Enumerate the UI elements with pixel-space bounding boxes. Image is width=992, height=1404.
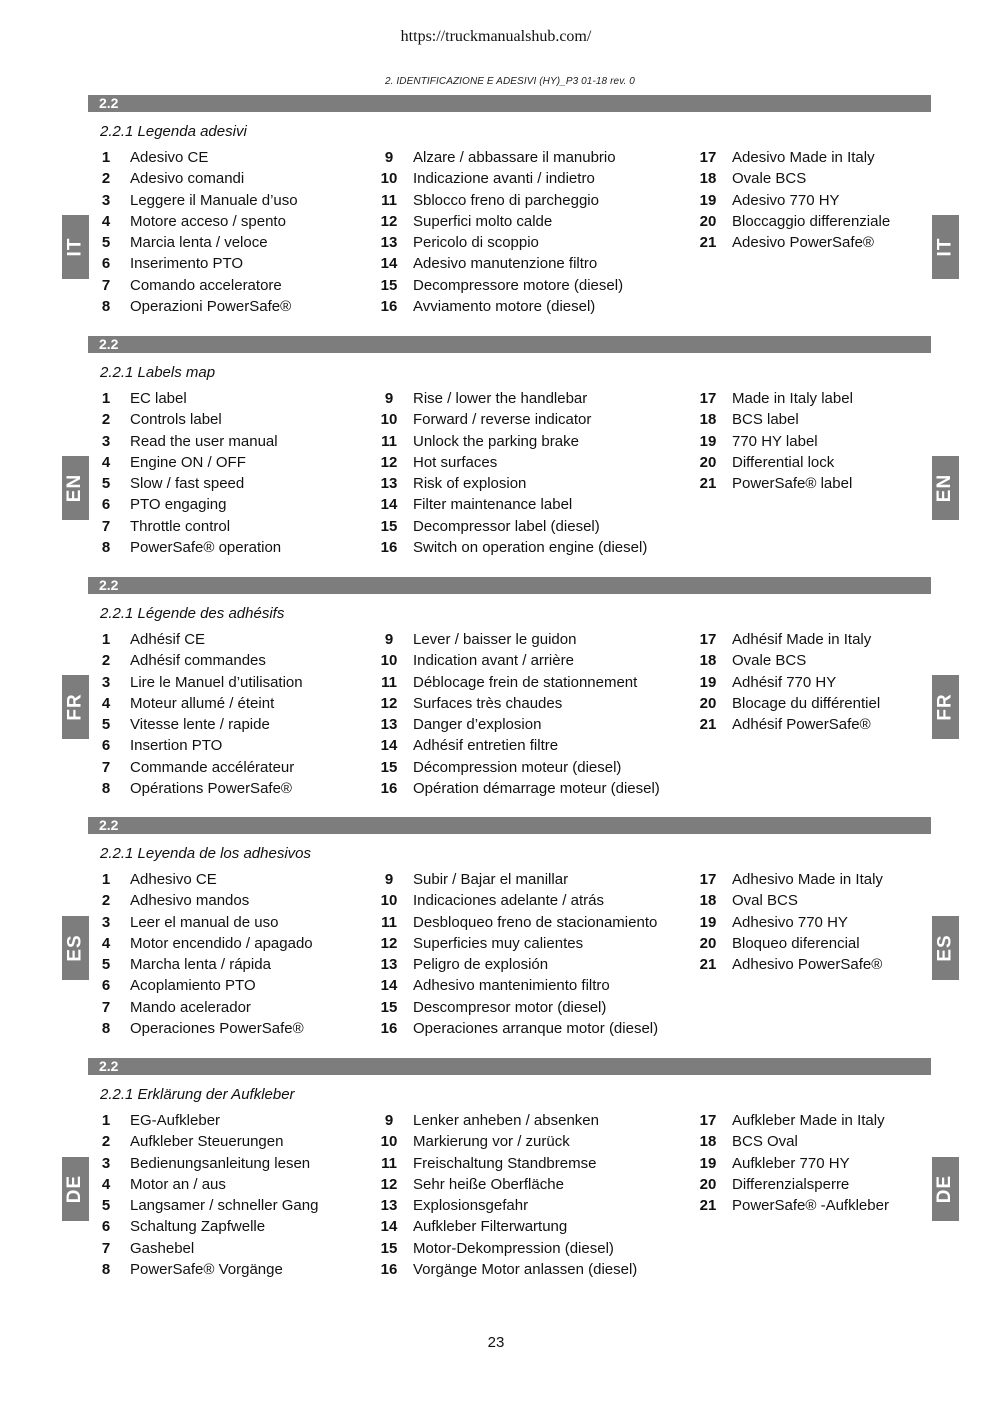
language-tab-right <box>932 1157 959 1221</box>
legend-item-number: 1 <box>101 390 111 407</box>
section-subtitle: 2.2.1 Legenda adesivi <box>100 123 247 140</box>
section-header-bar: 2.2 <box>88 817 931 834</box>
legend-item-label: Read the user manual <box>130 432 278 450</box>
legend-item-number: 21 <box>699 956 717 974</box>
legend-item-number: 1 <box>101 1112 111 1129</box>
legend-item-number: 4 <box>101 1175 111 1193</box>
legend-item-label: Adesivo manutenzione filtro <box>413 255 598 273</box>
legend-item-label: Indicazione avanti / indietro <box>413 170 595 188</box>
legend-item-label: Throttle control <box>130 517 231 535</box>
section-header-bar: 2.2 <box>88 577 931 594</box>
legend-item-label: Operaciones arranque motor (diesel) <box>413 1020 659 1038</box>
legend-item-number: 19 <box>699 191 717 209</box>
legend-item-label: Commande accélérateur <box>130 758 295 776</box>
legend-item-label: Adhesivo Made in Italy <box>732 871 883 888</box>
legend-item-number: 5 <box>101 956 111 974</box>
legend-item-number: 21 <box>699 475 717 493</box>
language-code: IT <box>64 237 86 257</box>
legend-item-label: Rise / lower the handlebar <box>413 390 588 407</box>
legend-item-label: Operazioni PowerSafe® <box>130 298 292 316</box>
legend-item-number: 8 <box>101 298 111 316</box>
legend-item-label: EC label <box>130 390 187 407</box>
legend-item-label: Lire le Manuel d’utilisation <box>130 673 303 691</box>
legend-item-label: Déblocage frein de stationnement <box>413 673 638 691</box>
legend-item-number: 10 <box>380 411 398 429</box>
legend-item-label: Adhésif PowerSafe® <box>732 716 871 734</box>
legend-item-label: Décompression moteur (diesel) <box>413 758 622 776</box>
legend-item-number: 12 <box>380 1175 398 1193</box>
legend-item-label: Adhésif Made in Italy <box>732 631 872 648</box>
legend-item-number: 13 <box>380 1197 398 1215</box>
legend-item-label: Lever / baisser le guidon <box>413 631 577 648</box>
language-tab-left <box>62 215 89 279</box>
legend-item-number: 8 <box>101 780 111 798</box>
legend-item-label: Engine ON / OFF <box>130 453 246 471</box>
legend-item-label: Descompresor motor (diesel) <box>413 998 607 1016</box>
legend-item-number: 11 <box>381 432 397 450</box>
legend-item-number: 9 <box>384 871 394 888</box>
legend-item-label: Motor an / aus <box>130 1175 226 1193</box>
legend-item-label: Adhésif entretien filtre <box>413 737 559 755</box>
legend-item-number: 17 <box>699 1112 717 1129</box>
language-tab-right <box>932 215 959 279</box>
legend-item-number: 17 <box>699 631 717 648</box>
legend-item-number: 14 <box>380 977 398 995</box>
legend-item-label: PowerSafe® label <box>732 475 853 493</box>
legend-item-label: Leer el manual de uso <box>130 913 279 931</box>
language-tab-right <box>932 456 959 520</box>
legend-item-number: 20 <box>699 694 717 712</box>
legend-item-label: Aufkleber Steuerungen <box>130 1133 284 1151</box>
legend-item-label: Vitesse lente / rapide <box>130 716 270 734</box>
legend-item-label: Ovale BCS <box>732 170 807 188</box>
document-reference: 2. IDENTIFICAZIONE E ADESIVI (HY)_P3 01-18 rev. 0 <box>385 76 635 87</box>
legend-item-number: 5 <box>101 716 111 734</box>
legend-item-number: 12 <box>380 212 398 230</box>
legend-item-number: 6 <box>101 496 111 514</box>
legend-item-number: 5 <box>101 1197 111 1215</box>
legend-item-number: 15 <box>380 517 398 535</box>
legend-item-label: Oval BCS <box>732 892 798 910</box>
legend-item-label: Differential lock <box>732 453 835 471</box>
legend-item-number: 18 <box>699 411 717 429</box>
section-subtitle: 2.2.1 Légende des adhésifs <box>100 605 285 622</box>
legend-item-number: 7 <box>101 998 111 1016</box>
legend-item-label: Lenker anheben / absenken <box>413 1112 599 1129</box>
legend-item-number: 20 <box>699 453 717 471</box>
legend-item-label: Leggere il Manuale d’uso <box>130 191 298 209</box>
legend-item-label: Avviamento motore (diesel) <box>413 298 596 316</box>
legend-item-number: 8 <box>101 539 111 557</box>
language-code: ES <box>64 934 86 962</box>
legend-item-number: 18 <box>699 652 717 670</box>
legend-item-label: Danger d’explosion <box>413 716 542 734</box>
legend-item-number: 14 <box>380 496 398 514</box>
legend-item-number: 17 <box>699 390 717 407</box>
legend-item-label: Schaltung Zapfwelle <box>130 1218 266 1236</box>
section-en <box>88 336 931 576</box>
legend-item-label: Aufkleber Filterwartung <box>413 1218 568 1236</box>
legend-item-label: Desbloqueo freno de stacionamiento <box>413 913 658 931</box>
legend-item-label: Controls label <box>130 411 222 429</box>
legend-item-label: Aufkleber 770 HY <box>732 1154 850 1172</box>
legend-item-label: Explosionsgefahr <box>413 1197 529 1215</box>
legend-item-label: Slow / fast speed <box>130 475 245 493</box>
legend-item-number: 15 <box>380 758 398 776</box>
legend-item-label: Surfaces très chaudes <box>413 694 563 712</box>
legend-item-label: Inserimento PTO <box>130 255 244 273</box>
legend-item-number: 19 <box>699 673 717 691</box>
legend-item-number: 14 <box>380 1218 398 1236</box>
language-code: DE <box>64 1174 86 1204</box>
legend-item-number: 6 <box>101 255 111 273</box>
legend-item-number: 13 <box>380 716 398 734</box>
legend-item-label: PowerSafe® operation <box>130 539 282 557</box>
language-tab-right <box>932 675 959 739</box>
legend-item-number: 8 <box>101 1261 111 1279</box>
legend-item-number: 16 <box>380 539 398 557</box>
legend-item-number: 11 <box>381 913 397 931</box>
legend-item-number: 4 <box>101 453 111 471</box>
legend-item-label: Adhesivo 770 HY <box>732 913 848 931</box>
legend-item-label: Gashebel <box>130 1239 195 1257</box>
legend-item-label: Comando acceleratore <box>130 276 282 294</box>
legend-item-label: Adesivo comandi <box>130 170 245 188</box>
legend-item-number: 21 <box>699 1197 717 1215</box>
legend-item-label: Marcha lenta / rápida <box>130 956 271 974</box>
legend-item-label: Pericolo di scoppio <box>413 234 539 252</box>
legend-item-number: 6 <box>101 1218 111 1236</box>
language-code: EN <box>64 473 86 503</box>
legend-item-label: Motor encendido / apagado <box>130 934 313 952</box>
legend-item-number: 2 <box>101 1133 111 1151</box>
source-url: https://truckmanualshub.com/ <box>400 28 592 45</box>
legend-item-label: Langsamer / schneller Gang <box>130 1197 319 1215</box>
legend-item-number: 15 <box>380 276 398 294</box>
legend-item-label: 770 HY label <box>732 432 818 450</box>
legend-item-number: 19 <box>699 1154 717 1172</box>
legend-item-number: 21 <box>699 716 717 734</box>
section-fr <box>88 577 931 817</box>
legend-item-number: 1 <box>101 631 111 648</box>
legend-item-label: Superficies muy calientes <box>413 934 584 952</box>
legend-item-number: 12 <box>380 453 398 471</box>
legend-item-label: Alzare / abbassare il manubrio <box>413 149 616 166</box>
legend-item-number: 10 <box>380 652 398 670</box>
legend-item-number: 17 <box>699 149 717 166</box>
section-header-bar: 2.2 <box>88 95 931 112</box>
section-de <box>88 1058 931 1298</box>
language-tab-left <box>62 456 89 520</box>
legend-item-number: 10 <box>380 892 398 910</box>
language-code: DE <box>934 1174 956 1204</box>
legend-item-number: 9 <box>384 631 394 648</box>
legend-item-label: Vorgänge Motor anlassen (diesel) <box>413 1261 638 1279</box>
language-code: IT <box>934 237 956 257</box>
legend-item-label: Acoplamiento PTO <box>130 977 256 995</box>
legend-item-number: 20 <box>699 934 717 952</box>
section-header-bar: 2.2 <box>88 1058 931 1075</box>
legend-item-label: Sehr heiße Oberfläche <box>413 1175 564 1193</box>
legend-item-label: Adesivo CE <box>130 149 209 166</box>
legend-item-label: Adhésif commandes <box>130 652 266 670</box>
section-subtitle: 2.2.1 Leyenda de los adhesivos <box>100 845 311 862</box>
language-tab-left <box>62 916 89 980</box>
legend-item-number: 18 <box>699 1133 717 1151</box>
legend-item-number: 11 <box>381 1154 397 1172</box>
legend-item-number: 7 <box>101 1239 111 1257</box>
legend-item-number: 9 <box>384 149 394 166</box>
legend-item-number: 9 <box>384 1112 394 1129</box>
legend-item-label: Decompressor label (diesel) <box>413 517 600 535</box>
language-code: FR <box>64 693 86 721</box>
legend-item-label: Indication avant / arrière <box>413 652 574 670</box>
legend-item-label: Adhesivo mandos <box>130 892 250 910</box>
legend-item-number: 5 <box>101 475 111 493</box>
legend-item-label: Made in Italy label <box>732 390 853 407</box>
legend-item-number: 8 <box>101 1020 111 1038</box>
legend-item-number: 6 <box>101 737 111 755</box>
legend-item-label: Insertion PTO <box>130 737 223 755</box>
legend-item-number: 13 <box>380 956 398 974</box>
legend-item-label: Switch on operation engine (diesel) <box>413 539 648 557</box>
legend-item-label: Indicaciones adelante / atrás <box>413 892 604 910</box>
legend-item-number: 16 <box>380 780 398 798</box>
legend-item-label: Markierung vor / zurück <box>413 1133 570 1151</box>
legend-item-label: Moteur allumé / éteint <box>130 694 275 712</box>
legend-item-label: Motor-Dekompression (diesel) <box>413 1239 614 1257</box>
legend-item-number: 3 <box>101 673 111 691</box>
legend-item-number: 20 <box>699 212 717 230</box>
legend-item-number: 7 <box>101 517 111 535</box>
language-tab-left <box>62 1157 89 1221</box>
legend-item-number: 17 <box>699 871 717 888</box>
legend-item-label: Operaciones PowerSafe® <box>130 1020 304 1038</box>
legend-item-number: 19 <box>699 913 717 931</box>
legend-item-number: 9 <box>384 390 394 407</box>
legend-item-label: Superfici molto calde <box>413 212 553 230</box>
section-subtitle: 2.2.1 Erklärung der Aufkleber <box>100 1086 295 1103</box>
legend-item-number: 18 <box>699 170 717 188</box>
legend-item-label: PowerSafe® -Aufkleber <box>732 1197 889 1215</box>
legend-item-number: 13 <box>380 475 398 493</box>
legend-item-label: Aufkleber Made in Italy <box>732 1112 885 1129</box>
section-it <box>88 95 931 335</box>
language-code: EN <box>934 473 956 503</box>
legend-item-label: Peligro de explosión <box>413 956 549 974</box>
legend-item-number: 16 <box>380 298 398 316</box>
legend-item-number: 4 <box>101 212 111 230</box>
legend-item-number: 2 <box>101 652 111 670</box>
legend-item-label: Freischaltung Standbremse <box>413 1154 597 1172</box>
legend-item-number: 2 <box>101 892 111 910</box>
legend-item-label: BCS label <box>732 411 799 429</box>
legend-item-number: 18 <box>699 892 717 910</box>
legend-item-number: 10 <box>380 170 398 188</box>
legend-item-number: 13 <box>380 234 398 252</box>
legend-item-label: Opérations PowerSafe® <box>130 780 292 798</box>
legend-item-label: Differenzialsperre <box>732 1175 850 1193</box>
legend-item-number: 3 <box>101 432 111 450</box>
legend-item-number: 11 <box>381 191 397 209</box>
legend-item-label: PowerSafe® Vorgänge <box>130 1261 283 1279</box>
legend-item-label: Motore acceso / spento <box>130 212 286 230</box>
legend-item-label: Bloccaggio differenziale <box>732 212 891 230</box>
legend-item-number: 16 <box>380 1020 398 1038</box>
legend-item-label: Ovale BCS <box>732 652 807 670</box>
section-subtitle: 2.2.1 Labels map <box>100 364 216 381</box>
legend-item-number: 7 <box>101 276 111 294</box>
legend-item-label: Decompressore motore (diesel) <box>413 276 624 294</box>
legend-item-number: 15 <box>380 998 398 1016</box>
legend-item-number: 16 <box>380 1261 398 1279</box>
legend-item-number: 3 <box>101 1154 111 1172</box>
legend-item-number: 1 <box>101 871 111 888</box>
language-code: ES <box>934 934 956 962</box>
legend-item-label: Unlock the parking brake <box>413 432 579 450</box>
legend-item-number: 14 <box>380 255 398 273</box>
legend-item-label: Adesivo 770 HY <box>732 191 840 209</box>
legend-item-number: 7 <box>101 758 111 776</box>
legend-item-label: Subir / Bajar el manillar <box>413 871 569 888</box>
legend-item-number: 20 <box>699 1175 717 1193</box>
legend-item-label: Hot surfaces <box>413 453 498 471</box>
legend-item-number: 19 <box>699 432 717 450</box>
legend-item-label: Risk of explosion <box>413 475 527 493</box>
legend-item-label: Forward / reverse indicator <box>413 411 592 429</box>
legend-item-label: Bloqueo diferencial <box>732 934 860 952</box>
legend-item-number: 21 <box>699 234 717 252</box>
legend-item-number: 12 <box>380 934 398 952</box>
legend-item-label: BCS Oval <box>732 1133 798 1151</box>
legend-item-number: 10 <box>380 1133 398 1151</box>
language-code: FR <box>934 693 956 721</box>
legend-item-number: 1 <box>101 149 111 166</box>
legend-item-number: 11 <box>381 673 397 691</box>
legend-item-label: Filter maintenance label <box>413 496 573 514</box>
legend-item-number: 5 <box>101 234 111 252</box>
legend-item-label: Opération démarrage moteur (diesel) <box>413 780 660 798</box>
legend-item-number: 3 <box>101 913 111 931</box>
page-number: 23 <box>487 1334 505 1351</box>
legend-item-label: Adhésif CE <box>130 631 206 648</box>
section-es <box>88 817 931 1057</box>
legend-item-number: 3 <box>101 191 111 209</box>
legend-item-label: Adesivo PowerSafe® <box>732 234 874 252</box>
legend-item-label: Sblocco freno di parcheggio <box>413 191 599 209</box>
legend-item-number: 6 <box>101 977 111 995</box>
legend-item-label: Bedienungsanleitung lesen <box>130 1154 311 1172</box>
legend-item-label: EG-Aufkleber <box>130 1112 221 1129</box>
legend-item-number: 2 <box>101 170 111 188</box>
legend-item-label: Marcia lenta / veloce <box>130 234 268 252</box>
legend-item-label: Adhesivo CE <box>130 871 217 888</box>
legend-item-label: Adhesivo PowerSafe® <box>732 956 883 974</box>
legend-item-number: 2 <box>101 411 111 429</box>
legend-item-label: Adhésif 770 HY <box>732 673 837 691</box>
language-tab-left <box>62 675 89 739</box>
legend-item-number: 4 <box>101 694 111 712</box>
legend-item-label: Adhesivo mantenimiento filtro <box>413 977 610 995</box>
legend-item-label: Adesivo Made in Italy <box>732 149 875 166</box>
legend-item-label: Mando acelerador <box>130 998 251 1016</box>
language-tab-right <box>932 916 959 980</box>
legend-item-number: 14 <box>380 737 398 755</box>
legend-item-label: Blocage du différentiel <box>732 694 881 712</box>
legend-item-number: 4 <box>101 934 111 952</box>
legend-item-number: 12 <box>380 694 398 712</box>
legend-item-label: PTO engaging <box>130 496 227 514</box>
section-header-bar: 2.2 <box>88 336 931 353</box>
legend-item-number: 15 <box>380 1239 398 1257</box>
